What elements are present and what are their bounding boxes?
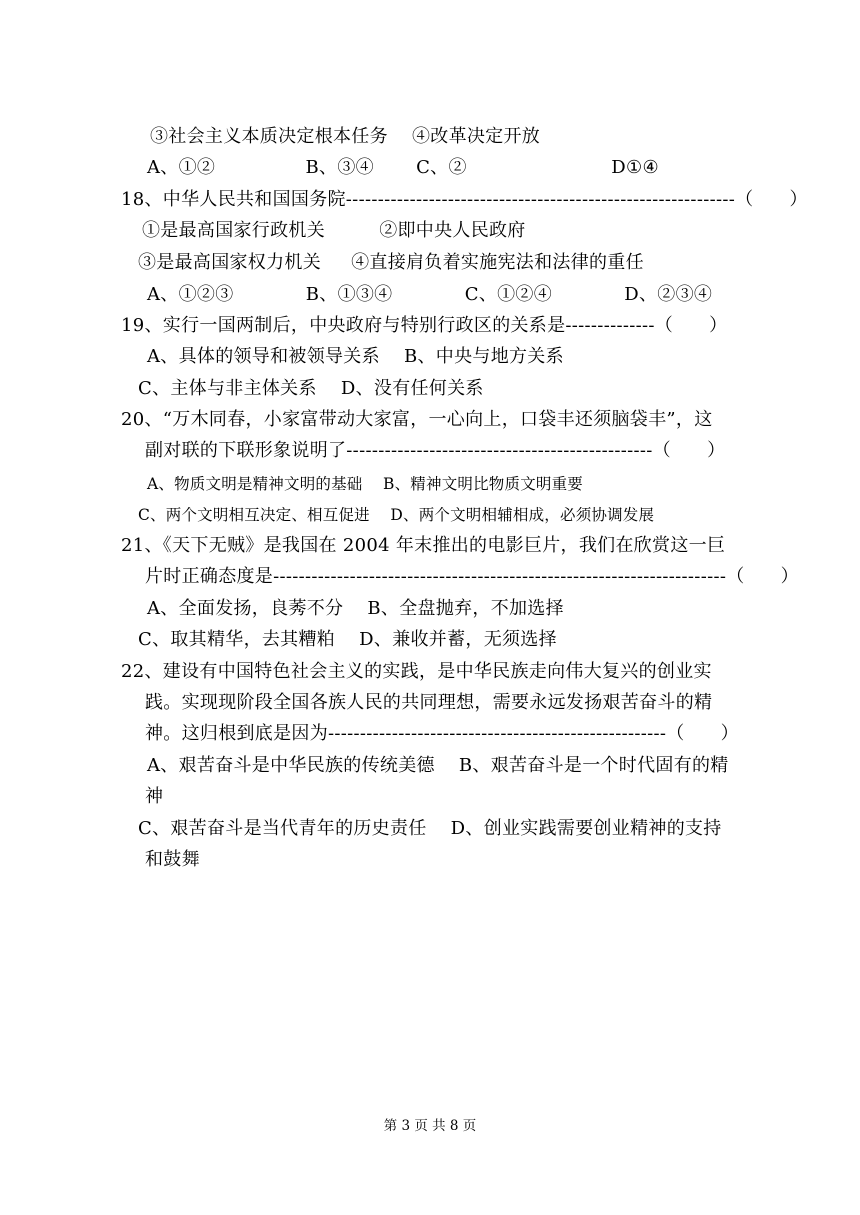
q17-answer-choices: A、①② B、③④ C、② D①④: [147, 157, 659, 178]
q17-option-line-3: ③社会主义本质决定根本任务 ④改革决定开放: [150, 126, 541, 147]
q22-choices-ab-line-2: 神: [145, 786, 164, 807]
q20-choices-ab: A、物质文明是精神文明的基础 B、精神文明比物质文明重要: [147, 475, 583, 493]
q20-stem-line-1: 20、“万木同春，小家富带动大家富，一心向上，口袋丰还须脑袋丰”，这: [121, 409, 713, 430]
q18-option-line-2: ③是最高国家权力机关 ④直接肩负着实施宪法和法律的重任: [138, 252, 644, 273]
q22-choices-cd-line-1: C、艰苦奋斗是当代青年的历史责任 D、创业实践需要创业精神的支持: [138, 818, 722, 839]
q22-stem-line-2: 践。实现现阶段全国各族人民的共同理想，需要永远发扬艰苦奋斗的精: [145, 692, 713, 713]
q22-choices-cd-line-2: 和鼓舞: [145, 849, 200, 870]
q20-stem-line-2: 副对联的下联形象说明了------------------------------------------------（ ）: [145, 440, 726, 461]
q18-option-line-1: ①是最高国家行政机关 ②即中央人民政府: [142, 220, 526, 241]
q20-choices-cd: C、两个文明相互决定、相互促进 D、两个文明相辅相成，必须协调发展: [138, 506, 655, 524]
q18-stem: 18、中华人民共和国国务院-------------------------------------------------------------（ ）: [121, 189, 808, 210]
q19-stem: 19、实行一国两制后，中央政府与特别行政区的关系是--------------（ ）: [121, 315, 728, 336]
q21-stem-line-2: 片时正确态度是-----------------------------------------------------------------------（ ）: [145, 566, 799, 587]
q22-stem-line-3: 神。这归根到底是因为-----------------------------------------------------（ ）: [145, 723, 739, 744]
q21-choices-ab: A、全面发扬，良莠不分 B、全盘抛弃，不加选择: [147, 598, 564, 619]
q19-choices-cd: C、主体与非主体关系 D、没有任何关系: [138, 378, 484, 399]
q22-choices-ab-line-1: A、艰苦奋斗是中华民族的传统美德 B、艰苦奋斗是一个时代固有的精: [147, 755, 729, 776]
q18-answer-choices: A、①②③ B、①③④ C、①②④ D、②③④: [147, 284, 713, 305]
page-number-footer: 第 3 页 共 8 页: [383, 1118, 477, 1134]
q21-choices-cd: C、取其精华，去其糟粕 D、兼收并蓄，无须选择: [138, 629, 557, 650]
q19-choices-ab: A、具体的领导和被领导关系 B、中央与地方关系: [147, 346, 564, 367]
q22-stem-line-1: 22、建设有中国特色社会主义的实践，是中华民族走向伟大复兴的创业实: [121, 661, 712, 682]
q21-stem-line-1: 21、《天下无贼》是我国在 2004 年末推出的电影巨片，我们在欣赏这一巨: [121, 535, 726, 556]
